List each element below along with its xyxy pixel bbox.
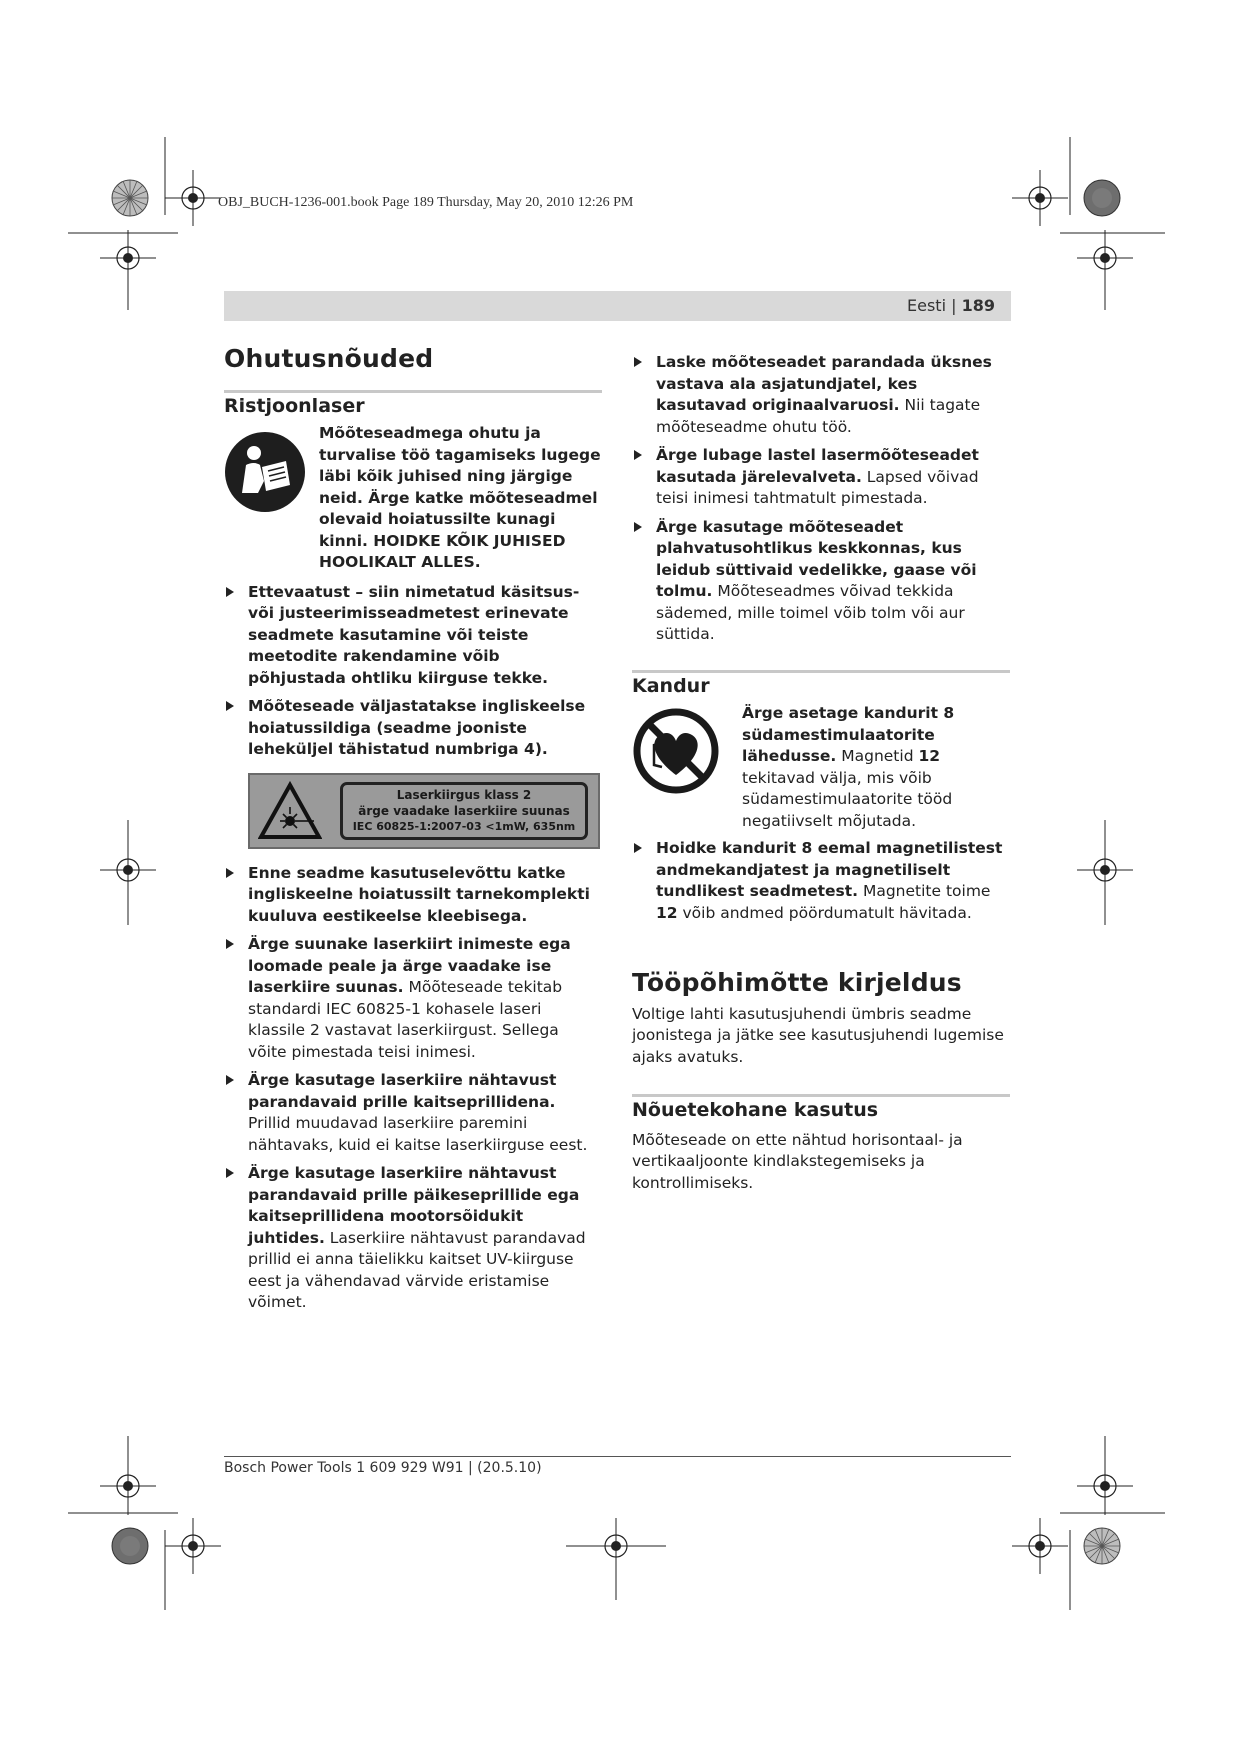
carrier-intro-block	[632, 703, 1010, 832]
read-manual-icon	[224, 431, 306, 513]
bullet-icon	[226, 868, 234, 878]
subsection-title-intended-use: Nõuetekohane kasutus	[632, 1099, 879, 1121]
registration-mark-icon	[1012, 170, 1068, 226]
subsection-title-carrier: Kandur	[632, 674, 710, 697]
intended-use-text: Mõõteseade on ette nähtud horisontaal- ja vertikaaljoonte kindlakstegemiseks ja kontrollimiseks.	[632, 1130, 963, 1192]
no-pacemaker-icon	[632, 707, 720, 795]
color-wheel-icon	[112, 180, 148, 216]
label-line-3: IEC 60825-1:2007-03 <1mW, 635nm	[352, 819, 576, 833]
functional-description-text: Voltige lahti kasutusjuhendi ümbris seadme joonistega ja jätke see kasutusjuhendi lugemise ajaks avatuks.	[632, 1004, 1004, 1066]
list-item	[224, 1070, 602, 1156]
intro-text: Mõõteseadmega ohutu ja turvalise töö tagamiseks lugege läbi kõik juhised ning järgige neid. Ärge katke mõõteseadmel olevaid hoiatussilte kunagi kinni. HOIDKE KÕIK JUHISED HOOLIKALT ALLES.	[319, 424, 601, 571]
registration-mark-icon	[1012, 1518, 1068, 1574]
list-item	[632, 352, 1010, 438]
bullet-number: 12	[656, 903, 678, 922]
section-rule	[632, 670, 1010, 673]
bullet-icon	[226, 939, 234, 949]
bullet-icon	[634, 357, 642, 367]
print-slug: OBJ_BUCH-1236-001.book Page 189 Thursday, May 20, 2010 12:26 PM	[218, 195, 634, 210]
bullet-text: Lapsed võivad teisi inimesi tahtmatult pimestada.	[656, 467, 979, 507]
registration-mark-icon	[165, 1518, 221, 1574]
bullet-text-bold: Ärge kasutage laserkiire nähtavust parandavaid prille päikeseprillide ega kaitseprillidena mootorsõidukit juhtides.	[248, 1164, 580, 1247]
bullet-text-bold: Ärge suunake laserkiirt inimeste ega loomade peale ja ärge vaadake ise laserkiire suunas.	[248, 935, 571, 996]
bullet-icon	[634, 450, 642, 460]
header-separator: |	[951, 296, 957, 315]
label-text-box	[340, 782, 588, 840]
list-item	[632, 445, 1010, 510]
bullet-text: Mõõteseadmes võivad tekkida sädemed, mille toimel võib tolm või aur süttida.	[656, 582, 965, 643]
footer-rule	[224, 1456, 1011, 1457]
label-line-2: ärge vaadake laserkiire suunas	[358, 803, 570, 818]
bullet-text-bold: Ärge lubage lastel lasermõõteseadet kasutada järelevalveta.	[656, 446, 979, 486]
bullet-icon	[226, 587, 234, 597]
laser-warning-label	[248, 773, 600, 849]
bullet-icon	[226, 701, 234, 711]
bullet-text-bold: Hoidke kandurit 8 eemal magnetilistest andmekandjatest ja magnetiliselt tundlikest seadmetest.	[656, 839, 1003, 900]
bullet-text: Nii tagate mõõteseadme ohutu töö.	[656, 396, 981, 436]
bullet-text-bold: Ärge kasutage laserkiire nähtavust parandavaid prille kaitseprillidena.	[248, 1071, 557, 1111]
right-column	[632, 352, 1010, 1194]
bullet-icon	[226, 1168, 234, 1178]
carrier-intro-text-b: tekitavad välja, mis võib südamestimulaatorite tööd negatiivselt mõjutada.	[742, 768, 953, 830]
list-item	[224, 582, 602, 690]
header-language: Eesti	[907, 296, 947, 315]
bullet-text-bold: Ärge kasutage mõõteseadet plahvatusohtlikus keskkonnas, kus leidub süttivaid vedelikke, gaase või tolmu.	[656, 517, 977, 600]
bullet-text: Magnetite toime	[858, 882, 991, 900]
bullet-text-bold: Laske mõõteseadet parandada üksnes vastava ala asjatundjatel, kes kasutavad originaalvaruosi.	[656, 353, 992, 414]
list-item	[632, 838, 1010, 924]
bullet-icon	[634, 522, 642, 532]
laser-warning-icon	[258, 781, 322, 841]
section-title-functional-description: Tööpõhimõtte kirjeldus	[632, 968, 962, 997]
page-footer: Bosch Power Tools 1 609 929 W91 | (20.5.10)	[224, 1460, 542, 1476]
list-item	[224, 696, 602, 761]
bullet-text: Enne seadme kasutuselevõttu katke ingliskeelne hoiatussilt tarnekomplekti kuuluva eestikeelse kleebisega.	[248, 863, 590, 925]
list-item	[224, 863, 602, 928]
list-item	[224, 934, 602, 1063]
section-title-safety: Ohutusnõuded	[224, 344, 434, 373]
page-header-text	[907, 296, 995, 315]
bullet-text: Prillid muudavad laserkiire paremini nähtavaks, kuid ei kaitse laserkiirguse eest.	[248, 1114, 588, 1154]
bullet-text: Ettevaatust – siin nimetatud käsitsus- või justeerimisseadmetest erinevate seadmete kasutamine või teiste meetodite rakendamine võib põhjustada ohtliku kiirguse tekke.	[248, 582, 580, 687]
bullet-icon	[226, 1075, 234, 1085]
bullet-text: Mõõteseade väljastatakse ingliskeelse hoiatussildiga (seadme jooniste leheküljel tähistatud numbriga 4).	[248, 697, 586, 758]
page-header-bar	[224, 291, 1011, 321]
carrier-intro-bold: Ärge asetage kandurit 8 südamestimulaatorite lähedusse.	[742, 704, 955, 765]
carrier-intro-text-a: Magnetid	[836, 747, 919, 765]
list-item	[224, 1163, 602, 1314]
section-rule	[224, 390, 602, 393]
intro-block	[224, 423, 602, 574]
left-column	[224, 344, 602, 1321]
list-item	[632, 517, 1010, 646]
bullet-icon	[634, 843, 642, 853]
carrier-intro-number: 12	[918, 747, 941, 765]
section-rule	[632, 1094, 1010, 1097]
color-wheel-icon	[1084, 180, 1120, 216]
registration-mark-icon	[165, 170, 221, 226]
label-line-1: Laserkiirgus klass 2	[396, 787, 532, 802]
header-page-number: 189	[961, 296, 995, 315]
bullet-text: võib andmed pöördumatult hävitada.	[677, 903, 972, 922]
color-wheel-icon	[112, 1528, 148, 1564]
bullet-text: Mõõteseade tekitab standardi IEC 60825-1 kohasele laseri klassile 2 vastavat laserkiirgust. Sellega võite pimestada teisi inimesi.	[248, 978, 563, 1061]
color-wheel-icon	[1084, 1528, 1120, 1564]
carrier-intro-text	[742, 703, 1010, 832]
subsection-title-crossline-laser: Ristjoonlaser	[224, 394, 365, 417]
bullet-text: Laserkiire nähtavust parandavad prillid ei anna täielikku kaitset UV-kiirguse eest ja vähendavad värvide eristamise võimet.	[248, 1228, 586, 1311]
